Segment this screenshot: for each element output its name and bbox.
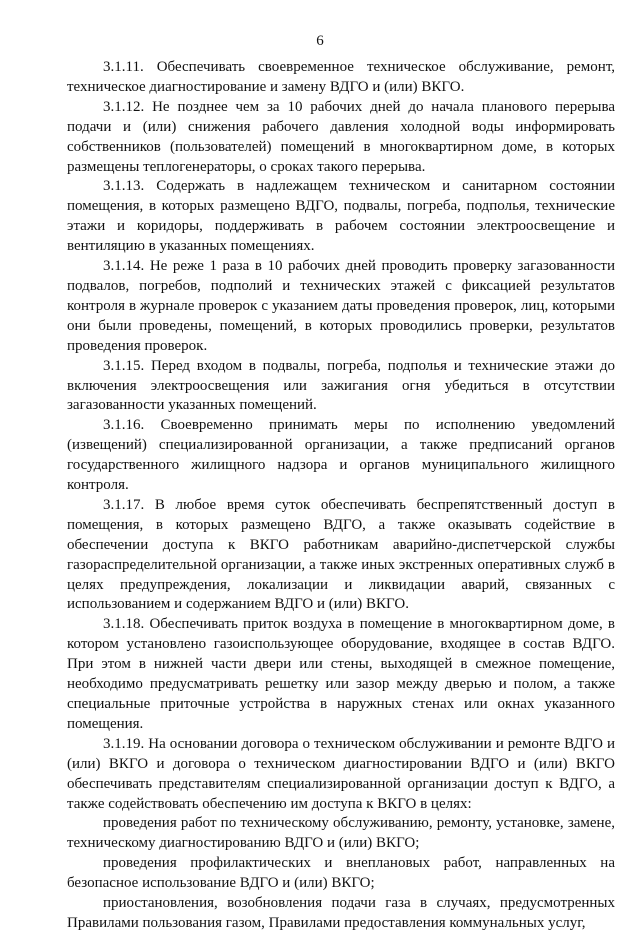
paragraph-3-1-14: 3.1.14. Не реже 1 раза в 10 рабочих дней проводить проверку загазованности подвалов, погребов, подполий и технических этажей с фиксацией результатов контроля в журнале проверок с указанием даты проведения проверок, лиц, которыми они были проведены, помещений, в которых проводились проверки, результатов проведения проверок. xyxy=(67,258,615,354)
paragraph-3-1-16: 3.1.16. Своевременно принимать меры по исполнению уведомлений (извещений) специализированной организации, а также предписаний органов государственного жилищного надзора и органов муниципального жилищного контроля. xyxy=(67,417,615,494)
paragraph-3-1-12: 3.1.12. Не позднее чем за 10 рабочих дней до начала планового перерыва подачи и (или) снижения рабочего давления холодной воды информировать собственников (пользователей) помещений в многоквартирном доме, в которых размещены теплогенераторы, о сроках такого перерыва. xyxy=(67,98,615,175)
paragraph-3-1-11: 3.1.11. Обеспечивать своевременное техническое обслуживание, ремонт, техническое диагностирование и замену ВДГО и (или) ВКГО. xyxy=(67,59,615,95)
list-item-preventive-works: проведения профилактических и внеплановых работ, направленных на безопасное использование ВДГО и (или) ВКГО; xyxy=(67,855,615,892)
paragraph-3-1-13: 3.1.13. Содержать в надлежащем техническом и санитарном состоянии помещения, в которых размещено ВДГО, подвалы, погреба, подполья, технические этажи и коридоры, поддерживать в рабочем состоянии электроосвещение и вентиляцию в указанных помещениях. xyxy=(67,178,615,255)
paragraph-3-1-18: 3.1.18. Обеспечивать приток воздуха в помещение в многоквартирном доме, в котором установлено газоиспользующее оборудование, входящее в состав ВДГО. При этом в нижней части двери или стены, выходящей в смежное помещение, необходимо предусматривать решетку или зазор между дверью и полом, а также специальные приточные устройства в наружных стенах или окнах указанного помещения. xyxy=(67,616,615,732)
list-item-gas-supply: приостановления, возобновления подачи газа в случаях, предусмотренных Правилами пользования газом, Правилами предоставления коммунальных услуг, xyxy=(67,895,615,931)
page-number: 6 xyxy=(316,33,324,49)
paragraph-3-1-15: 3.1.15. Перед входом в подвалы, погреба, подполья и технические этажи до включения электроосвещения или зажигания огня убедиться в отсутствии загазованности указанных помещений. xyxy=(67,357,615,414)
document-body xyxy=(67,58,615,934)
list-item-maintenance: проведения работ по техническому обслуживанию, ремонту, установке, замене, техническому диагностированию ВДГО и (или) ВКГО; xyxy=(67,815,615,852)
paragraph-3-1-17: 3.1.17. В любое время суток обеспечивать беспрепятственный доступ в помещения, в которых размещено ВДГО, а также оказывать содействие в обеспечении доступа к ВКГО работникам аварийно-диспетчерской службы газораспределительной организации, а также иных экстренных оперативных служб в целях предупреждения, локализации и ликвидации аварий, связанных с использованием и содержанием ВДГО и (или) ВКГО. xyxy=(67,496,615,613)
paragraph-3-1-19: 3.1.19. На основании договора о техническом обслуживании и ремонте ВДГО и (или) ВКГО и договора о техническом диагностировании ВДГО и (или) ВКГО обеспечивать представителям специализированной организации доступ к ВДГО, а также содействовать обеспечению им доступа к ВКГО в целях: xyxy=(67,735,615,812)
